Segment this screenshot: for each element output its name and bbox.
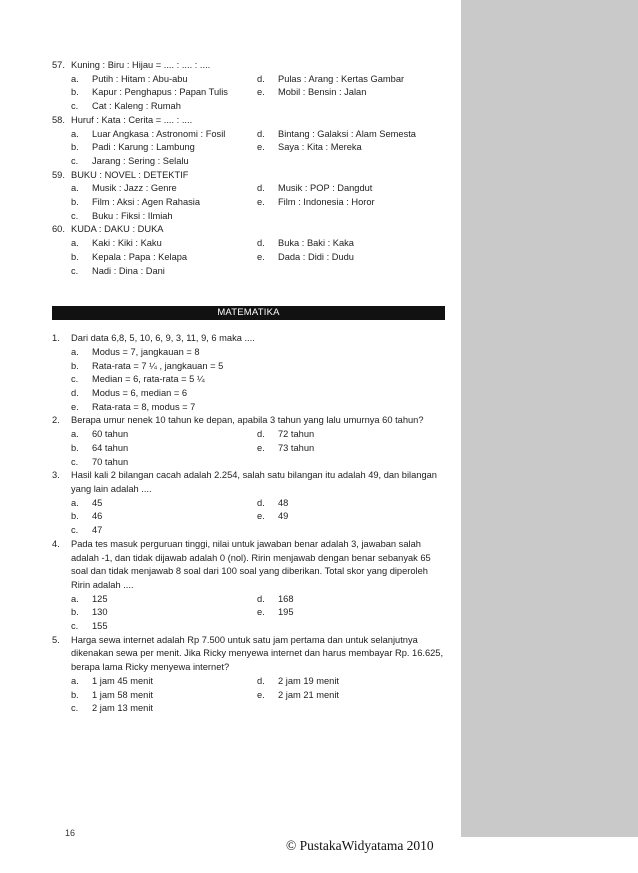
option-text: 2 jam 13 menit	[92, 703, 153, 714]
option-letter: b.	[71, 251, 79, 262]
question-text: Kuning : Biru : Hijau = .... : .... : ....	[71, 60, 211, 70]
option-letter: c.	[71, 101, 79, 112]
option-text: 2 jam 21 menit	[278, 689, 339, 700]
option-text: Buku : Fiksi : Ilmiah	[92, 210, 173, 221]
answer-option	[71, 86, 257, 100]
answer-option	[71, 373, 445, 387]
question-number: 57.	[52, 60, 65, 70]
option-letter: a.	[71, 238, 79, 249]
answer-option	[257, 73, 443, 87]
option-letter: d.	[257, 497, 265, 508]
option-letter: c.	[71, 525, 79, 536]
answer-option	[257, 182, 443, 196]
option-letter: e.	[257, 142, 265, 153]
option-text: Rata-rata = 8, modus = 7	[92, 401, 196, 412]
question-text: Pada tes masuk perguruan tinggi, nilai untuk jawaban benar adalah 3, jawaban salah adalah -1, dan tidak dijawab adalah 0 (nol). Ririn menjawab dengan benar sebanyak 65 soal dan tidak menjawab 8 soal dari 100 soal yang diberikan. Total skor yang diperoleh Ririn adalah ....	[71, 538, 431, 590]
option-text: Musik : Jazz : Genre	[92, 183, 177, 194]
answer-option	[71, 510, 257, 524]
option-letter: c.	[71, 456, 79, 467]
answer-options	[71, 428, 445, 469]
question-item	[52, 59, 445, 114]
option-text: Mobil : Bensin : Jalan	[278, 87, 367, 98]
option-text: 1 jam 58 menit	[92, 689, 153, 700]
question-number: 5.	[52, 634, 60, 645]
answer-option	[257, 428, 443, 442]
option-letter: e.	[257, 607, 265, 618]
question-item	[52, 223, 445, 278]
option-letter: b.	[71, 197, 79, 208]
answer-option	[257, 196, 443, 210]
option-letter: c.	[71, 155, 79, 166]
option-text: 73 tahun	[278, 442, 315, 453]
option-text: Nadi : Dina : Dani	[92, 265, 165, 276]
question-item	[52, 469, 445, 538]
option-letter: e.	[257, 442, 265, 453]
option-text: 47	[92, 525, 103, 536]
answer-option	[257, 237, 443, 251]
option-text: 2 jam 19 menit	[278, 675, 339, 686]
option-text: 72 tahun	[278, 429, 315, 440]
answer-options	[71, 346, 445, 415]
question-item	[52, 414, 445, 469]
answer-option	[71, 387, 445, 401]
question-text: KUDA : DAKU : DUKA	[71, 224, 164, 235]
answer-option	[71, 675, 257, 689]
question-number: 3.	[52, 470, 60, 481]
option-text: Bintang : Galaksi : Alam Semesta	[278, 128, 416, 139]
answer-option	[71, 428, 257, 442]
option-text: Median = 6, rata-rata = 5 ¼	[92, 374, 205, 385]
option-letter: e.	[257, 197, 265, 208]
option-text: Pulas : Arang : Kertas Gambar	[278, 73, 405, 84]
answer-option	[71, 593, 257, 607]
option-letter: a.	[71, 429, 79, 440]
answer-option	[71, 360, 445, 374]
answer-option	[71, 346, 445, 360]
option-letter: a.	[71, 183, 79, 194]
answer-options	[71, 182, 445, 223]
section-header: MATEMATIKA	[52, 306, 445, 320]
math-questions	[52, 332, 445, 716]
option-letter: b.	[71, 87, 79, 98]
answer-option	[71, 265, 257, 279]
option-text: Rata-rata = 7 ¼ , jangkauan = 5	[92, 360, 224, 371]
question-item	[52, 332, 445, 414]
option-text: 46	[92, 511, 103, 522]
option-text: Modus = 7, jangkauan = 8	[92, 346, 200, 357]
answer-options	[71, 675, 445, 716]
option-letter: d.	[257, 238, 265, 249]
option-letter: a.	[71, 497, 79, 508]
option-text: 1 jam 45 menit	[92, 675, 153, 686]
answer-option	[257, 141, 443, 155]
option-text: 130	[92, 607, 108, 618]
answer-option	[257, 689, 443, 703]
option-text: 48	[278, 497, 289, 508]
question-item	[52, 634, 445, 716]
question-item	[52, 114, 445, 169]
copyright-text: © PustakaWidyatama 2010	[286, 838, 434, 853]
question-number: 60.	[52, 224, 65, 235]
option-text: Film : Indonesia : Horor	[278, 197, 375, 208]
question-number: 59.	[52, 169, 65, 180]
page-content	[52, 59, 445, 716]
option-letter: a.	[71, 593, 79, 604]
option-letter: c.	[71, 265, 79, 276]
option-text: Film : Aksi : Agen Rahasia	[92, 197, 200, 208]
option-letter: a.	[71, 675, 79, 686]
option-text: 125	[92, 593, 108, 604]
option-text: 168	[278, 593, 294, 604]
answer-options	[71, 593, 445, 634]
option-letter: b.	[71, 442, 79, 453]
answer-option	[71, 524, 257, 538]
answer-option	[71, 702, 257, 716]
option-letter: c.	[71, 374, 79, 385]
page-number: 16	[65, 828, 76, 838]
option-letter: d.	[257, 183, 265, 194]
answer-option	[257, 251, 443, 265]
option-letter: b.	[71, 360, 79, 371]
answer-option	[71, 100, 257, 114]
answer-option	[71, 128, 257, 142]
option-letter: c.	[71, 621, 79, 632]
answer-option	[71, 237, 257, 251]
answer-option	[71, 196, 257, 210]
option-letter: d.	[257, 429, 265, 440]
option-text: Musik : POP : Dangdut	[278, 183, 373, 194]
answer-option	[257, 510, 443, 524]
option-letter: b.	[71, 689, 79, 700]
option-letter: c.	[71, 703, 79, 714]
option-text: 49	[278, 511, 289, 522]
option-letter: c.	[71, 210, 79, 221]
option-text: 60 tahun	[92, 429, 129, 440]
option-text: Putih : Hitam : Abu-abu	[92, 73, 188, 84]
answer-option	[71, 689, 257, 703]
option-text: Cat : Kaleng : Rumah	[92, 101, 181, 112]
answer-option	[71, 155, 257, 169]
answer-option	[71, 182, 257, 196]
option-text: Modus = 6, median = 6	[92, 388, 188, 399]
option-text: Luar Angkasa : Astronomi : Fosil	[92, 128, 226, 139]
answer-option	[71, 497, 257, 511]
answer-option	[257, 675, 443, 689]
option-letter: a.	[71, 128, 79, 139]
option-text: Kepala : Papa : Kelapa	[92, 251, 188, 262]
question-item	[52, 538, 445, 634]
option-text: 45	[92, 497, 103, 508]
option-text: 70 tahun	[92, 456, 129, 467]
answer-option	[71, 210, 257, 224]
question-text: Harga sewa internet adalah Rp 7.500 untuk satu jam pertama dan untuk selanjutnya dikenakan sewa per menit. Jika Ricky menyewa internet dan harus membayar Rp. 16.625, berapa lama Ricky menyewa internet?	[71, 634, 444, 673]
question-text: Berapa umur nenek 10 tahun ke depan, apabila 3 tahun yang lalu umurnya 60 tahun?	[71, 415, 424, 426]
answer-options	[71, 128, 445, 169]
option-letter: a.	[71, 73, 79, 84]
option-text: Padi : Karung : Lambung	[92, 142, 195, 153]
answer-option	[257, 128, 443, 142]
answer-option	[257, 86, 443, 100]
option-text: 155	[92, 621, 108, 632]
question-text: Hasil kali 2 bilangan cacah adalah 2.254, salah satu bilangan itu adalah 49, dan bilangan yang lain adalah ....	[71, 470, 437, 494]
option-letter: e.	[257, 689, 265, 700]
option-letter: e.	[257, 87, 265, 98]
option-text: Jarang : Sering : Selalu	[92, 155, 189, 166]
option-letter: a.	[71, 346, 79, 357]
answer-options	[71, 497, 445, 538]
option-text: Kaki : Kiki : Kaku	[92, 238, 162, 249]
question-number: 4.	[52, 538, 60, 549]
question-text: Dari data 6,8, 5, 10, 6, 9, 3, 11, 9, 6 maka ....	[71, 333, 255, 344]
option-letter: d.	[257, 593, 265, 604]
option-letter: b.	[71, 142, 79, 153]
option-letter: b.	[71, 511, 79, 522]
answer-option	[71, 401, 445, 415]
question-number: 58.	[52, 114, 65, 125]
question-number: 1.	[52, 333, 60, 344]
option-text: Kapur : Penghapus : Papan Tulis	[92, 87, 228, 98]
answer-option	[257, 497, 443, 511]
option-letter: e.	[257, 511, 265, 522]
answer-option	[257, 442, 443, 456]
option-letter: d.	[257, 675, 265, 686]
answer-option	[257, 593, 443, 607]
option-text: 195	[278, 607, 294, 618]
question-text: Huruf : Kata : Cerita = .... : ....	[71, 114, 193, 125]
answer-option	[71, 442, 257, 456]
option-text: Saya : Kita : Mereka	[278, 142, 362, 153]
answer-option	[71, 141, 257, 155]
question-item	[52, 169, 445, 224]
option-text: 64 tahun	[92, 442, 129, 453]
option-text: Buka : Baki : Kaka	[278, 238, 354, 249]
option-letter: d.	[257, 73, 265, 84]
option-letter: e.	[71, 401, 79, 412]
answer-option	[71, 456, 257, 470]
question-number: 2.	[52, 415, 60, 426]
analogy-questions	[52, 59, 445, 278]
answer-option	[71, 251, 257, 265]
answer-options	[71, 237, 445, 278]
gray-side-panel	[461, 0, 638, 837]
answer-option	[71, 73, 257, 87]
option-letter: b.	[71, 607, 79, 618]
answer-options	[71, 73, 445, 114]
question-text: BUKU : NOVEL : DETEKTIF	[71, 169, 189, 180]
option-letter: d.	[257, 128, 265, 139]
answer-option	[71, 620, 257, 634]
answer-option	[257, 606, 443, 620]
option-letter: e.	[257, 251, 265, 262]
option-text: Dada : Didi : Dudu	[278, 251, 354, 262]
answer-option	[71, 606, 257, 620]
option-letter: d.	[71, 388, 79, 399]
